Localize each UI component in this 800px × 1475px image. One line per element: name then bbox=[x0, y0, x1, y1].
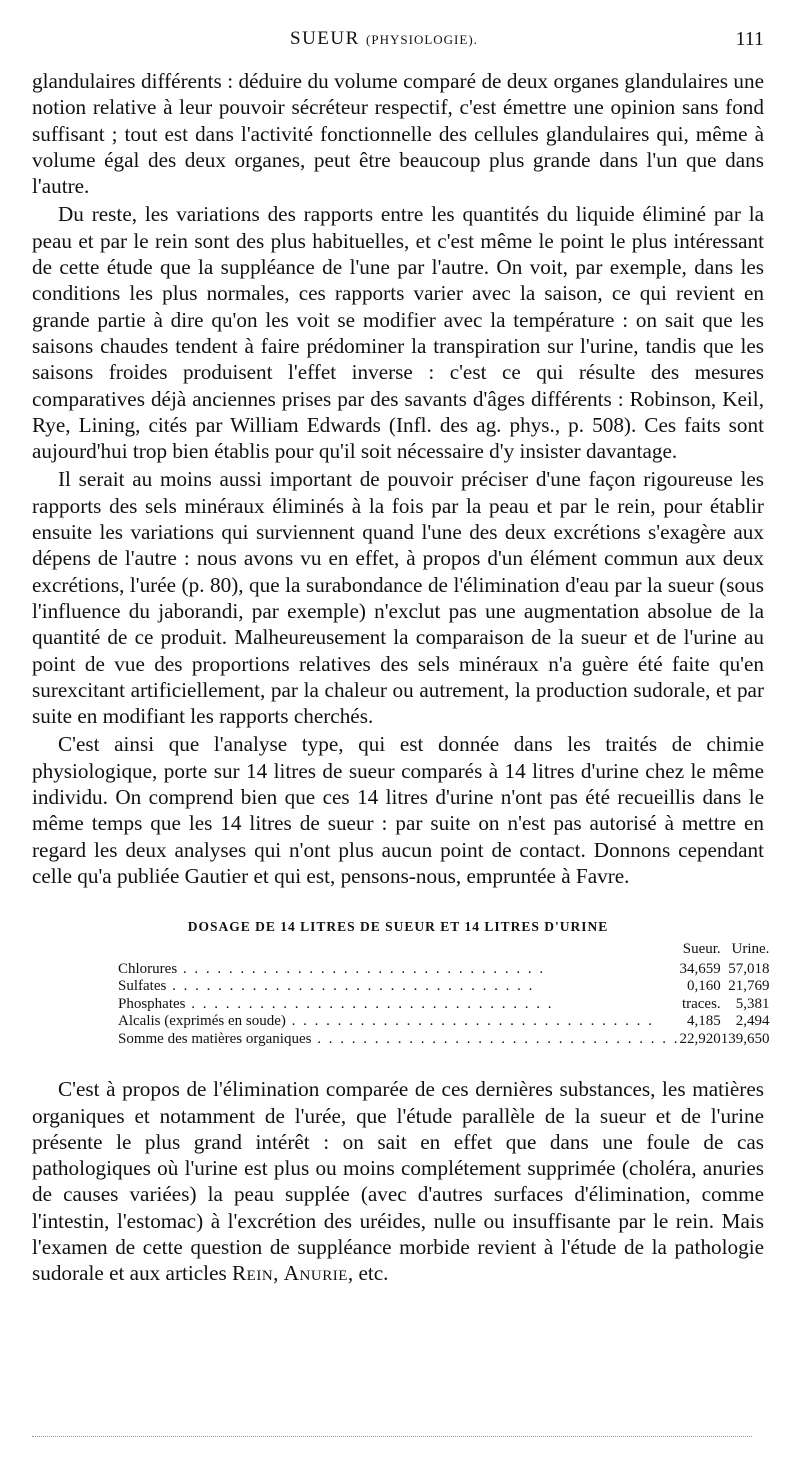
cell-sueur: 22,920 bbox=[679, 1030, 721, 1047]
column-header-urine: Urine. bbox=[731, 941, 770, 958]
dosage-table-block bbox=[32, 919, 770, 1048]
table-row bbox=[118, 961, 769, 979]
column-header-sueur: Sueur. bbox=[682, 941, 721, 958]
paragraph-1: glandulaires différents : déduire du volume comparé de deux organes glandulaires une notion relative à leur pouvoir sécréteur respectif, c'est émettre une opinion sans fond suffisant ; tout est dans l'activité fonctionnelle des cellules glandulaires qui, même à volume égal des deux organes, peut être beaucoup plus grande dans l'un que dans l'autre. bbox=[32, 69, 764, 199]
footer-rule bbox=[32, 1436, 752, 1437]
table-row bbox=[118, 1031, 769, 1049]
reference-anurie: Anurie bbox=[283, 1261, 348, 1286]
running-header bbox=[32, 28, 764, 58]
running-title bbox=[290, 28, 478, 50]
paragraph-2: Du reste, les variations des rapports entre les quantités du liquide éliminé par la peau et par le rein sont des plus habituelles, et c'est même le point le plus intéressant de cette étude que la suppléance de l'une par l'autre. On voit, par exemple, dans les conditions les plus normales, ces rapports varier avec la saison, ce qui revient en grande partie à dire qu'on les voit se modifier avec la température : on sait que les saisons chaudes tendent à faire prédominer la transpiration sur l'urine, tandis que les saisons froides produisent l'effet inverse : c'est ce qui résulte des mesures comparatives déjà anciennes prises par des savants d'âges différents : Robinson, Keil, Rye, Lining, cités par William Edwards (Infl. des ag. phys., p. 508). Ces faits sont aujourd'hui trop bien établis pour qu'il soit nécessaire d'y insister davantage. bbox=[32, 202, 764, 464]
cell-urine: 5,381 bbox=[735, 995, 770, 1012]
table-row bbox=[118, 996, 769, 1014]
paragraph-4: C'est ainsi que l'analyse type, qui est donnée dans les traités de chimie physiologique, porte sur 14 litres de sueur comparés à 14 litres d'urine chez le même individu. On comprend bien que ces 14 litres d'urine n'ont pas été recueillis dans le même temps que les 14 litres de sueur : par suite on n'est pas autorisé à mettre en regard les deux analyses qui n'ont plus aucun point de contact. Donnons cependant celle qu'a publiée Gautier et qui est, pensons-nous, empruntée à Favre. bbox=[32, 732, 764, 888]
row-label: Somme des matières organiques bbox=[118, 1030, 312, 1047]
cell-urine: 57,018 bbox=[728, 960, 770, 977]
cell-sueur: traces. bbox=[681, 995, 721, 1012]
cell-urine: 139,650 bbox=[720, 1030, 770, 1047]
cell-sueur: 34,659 bbox=[679, 960, 721, 977]
cell-urine: 2,494 bbox=[735, 1013, 770, 1030]
closing-paragraph: C'est à propos de l'élimination comparée de ces dernières substances, les matières organiques et notamment de l'urée, que l'étude parallèle de la sueur et de l'urine présente le plus grand intérêt : on sait en effet que dans une foule de cas pathologiques où l'urine est plus ou moins complétement supprimée (choléra, anuries de causes variées) la peau supplée (avec d'autres surfaces d'élimination, comme l'intestin, l'estomac) à l'excrétion des uréides, nulle ou insuffisante par le rein. Mais l'examen de cette question de suppléance morbide revient à l'étude de la pathologie sudorale et aux articles Rein, Anurie, etc. bbox=[32, 1077, 764, 1286]
dosage-table bbox=[118, 941, 769, 1048]
table-title: DOSAGE DE 14 LITRES DE SUEUR ET 14 LITRES D'URINE bbox=[187, 919, 609, 935]
table-header-row bbox=[118, 941, 769, 961]
cell-sueur: 4,185 bbox=[686, 1013, 721, 1030]
page-number: 111 bbox=[735, 28, 764, 50]
header-title: SUEUR bbox=[290, 28, 360, 49]
paragraph-3: Il serait au moins aussi important de pouvoir préciser d'une façon rigoureuse les rapports des sels minéraux éliminés à la fois par la peau et par le rein, pour établir ensuite les variations qui surviennent quand l'une des deux excrétions s'exagère aux dépens de l'autre : nous avons vu en effet, à propos d'un élément commun aux deux excrétions, l'urée (p. 80), que la surabondance de l'élimination d'eau par la sueur (sous l'influence du jaborandi, par exemple) n'exclut pas une augmentation absolue de la quantité de ce produit. Malheureusement la comparaison de la sueur et de l'urine au point de vue des proportions relatives des sels minéraux n'a guère été faite qu'en surexcitant artificiellement, par la chaleur ou autrement, la production sudorale, et par suite en modifiant les rapports cherchés. bbox=[32, 467, 764, 729]
cell-sueur: 0,160 bbox=[686, 978, 721, 995]
closing-text: C'est à propos de l'élimination comparée de ces dernières substances, les matières organiques et notamment de l'urée, que l'étude parallèle de la sueur et de l'urine présente le plus grand intérêt : on sait en effet que dans une foule de cas pathologiques où l'urine est plus ou moins complétement supprimée (choléra, anuries de causes variées) la peau supplée (avec d'autres surfaces d'élimination, comme l'intestin, l'estomac) à l'excrétion des uréides, nulle ou insuffisante par le rein. Mais l'examen de cette question de suppléance morbide revient à l'étude de la pathologie sudorale et aux articles bbox=[32, 1077, 764, 1286]
page bbox=[32, 28, 770, 1287]
table-row bbox=[118, 978, 769, 996]
table-row bbox=[118, 1013, 769, 1031]
row-label: Chlorures bbox=[118, 960, 178, 977]
header-subtitle: (PHYSIOLOGIE). bbox=[366, 32, 478, 47]
reference-rein: Rein bbox=[232, 1261, 274, 1286]
cell-urine: 21,769 bbox=[728, 978, 770, 995]
row-label: Alcalis (exprimés en soude) bbox=[118, 1013, 286, 1030]
closing-tail: , etc. bbox=[347, 1261, 389, 1286]
row-label: Phosphates bbox=[118, 995, 186, 1012]
row-label: Sulfates bbox=[118, 978, 167, 995]
